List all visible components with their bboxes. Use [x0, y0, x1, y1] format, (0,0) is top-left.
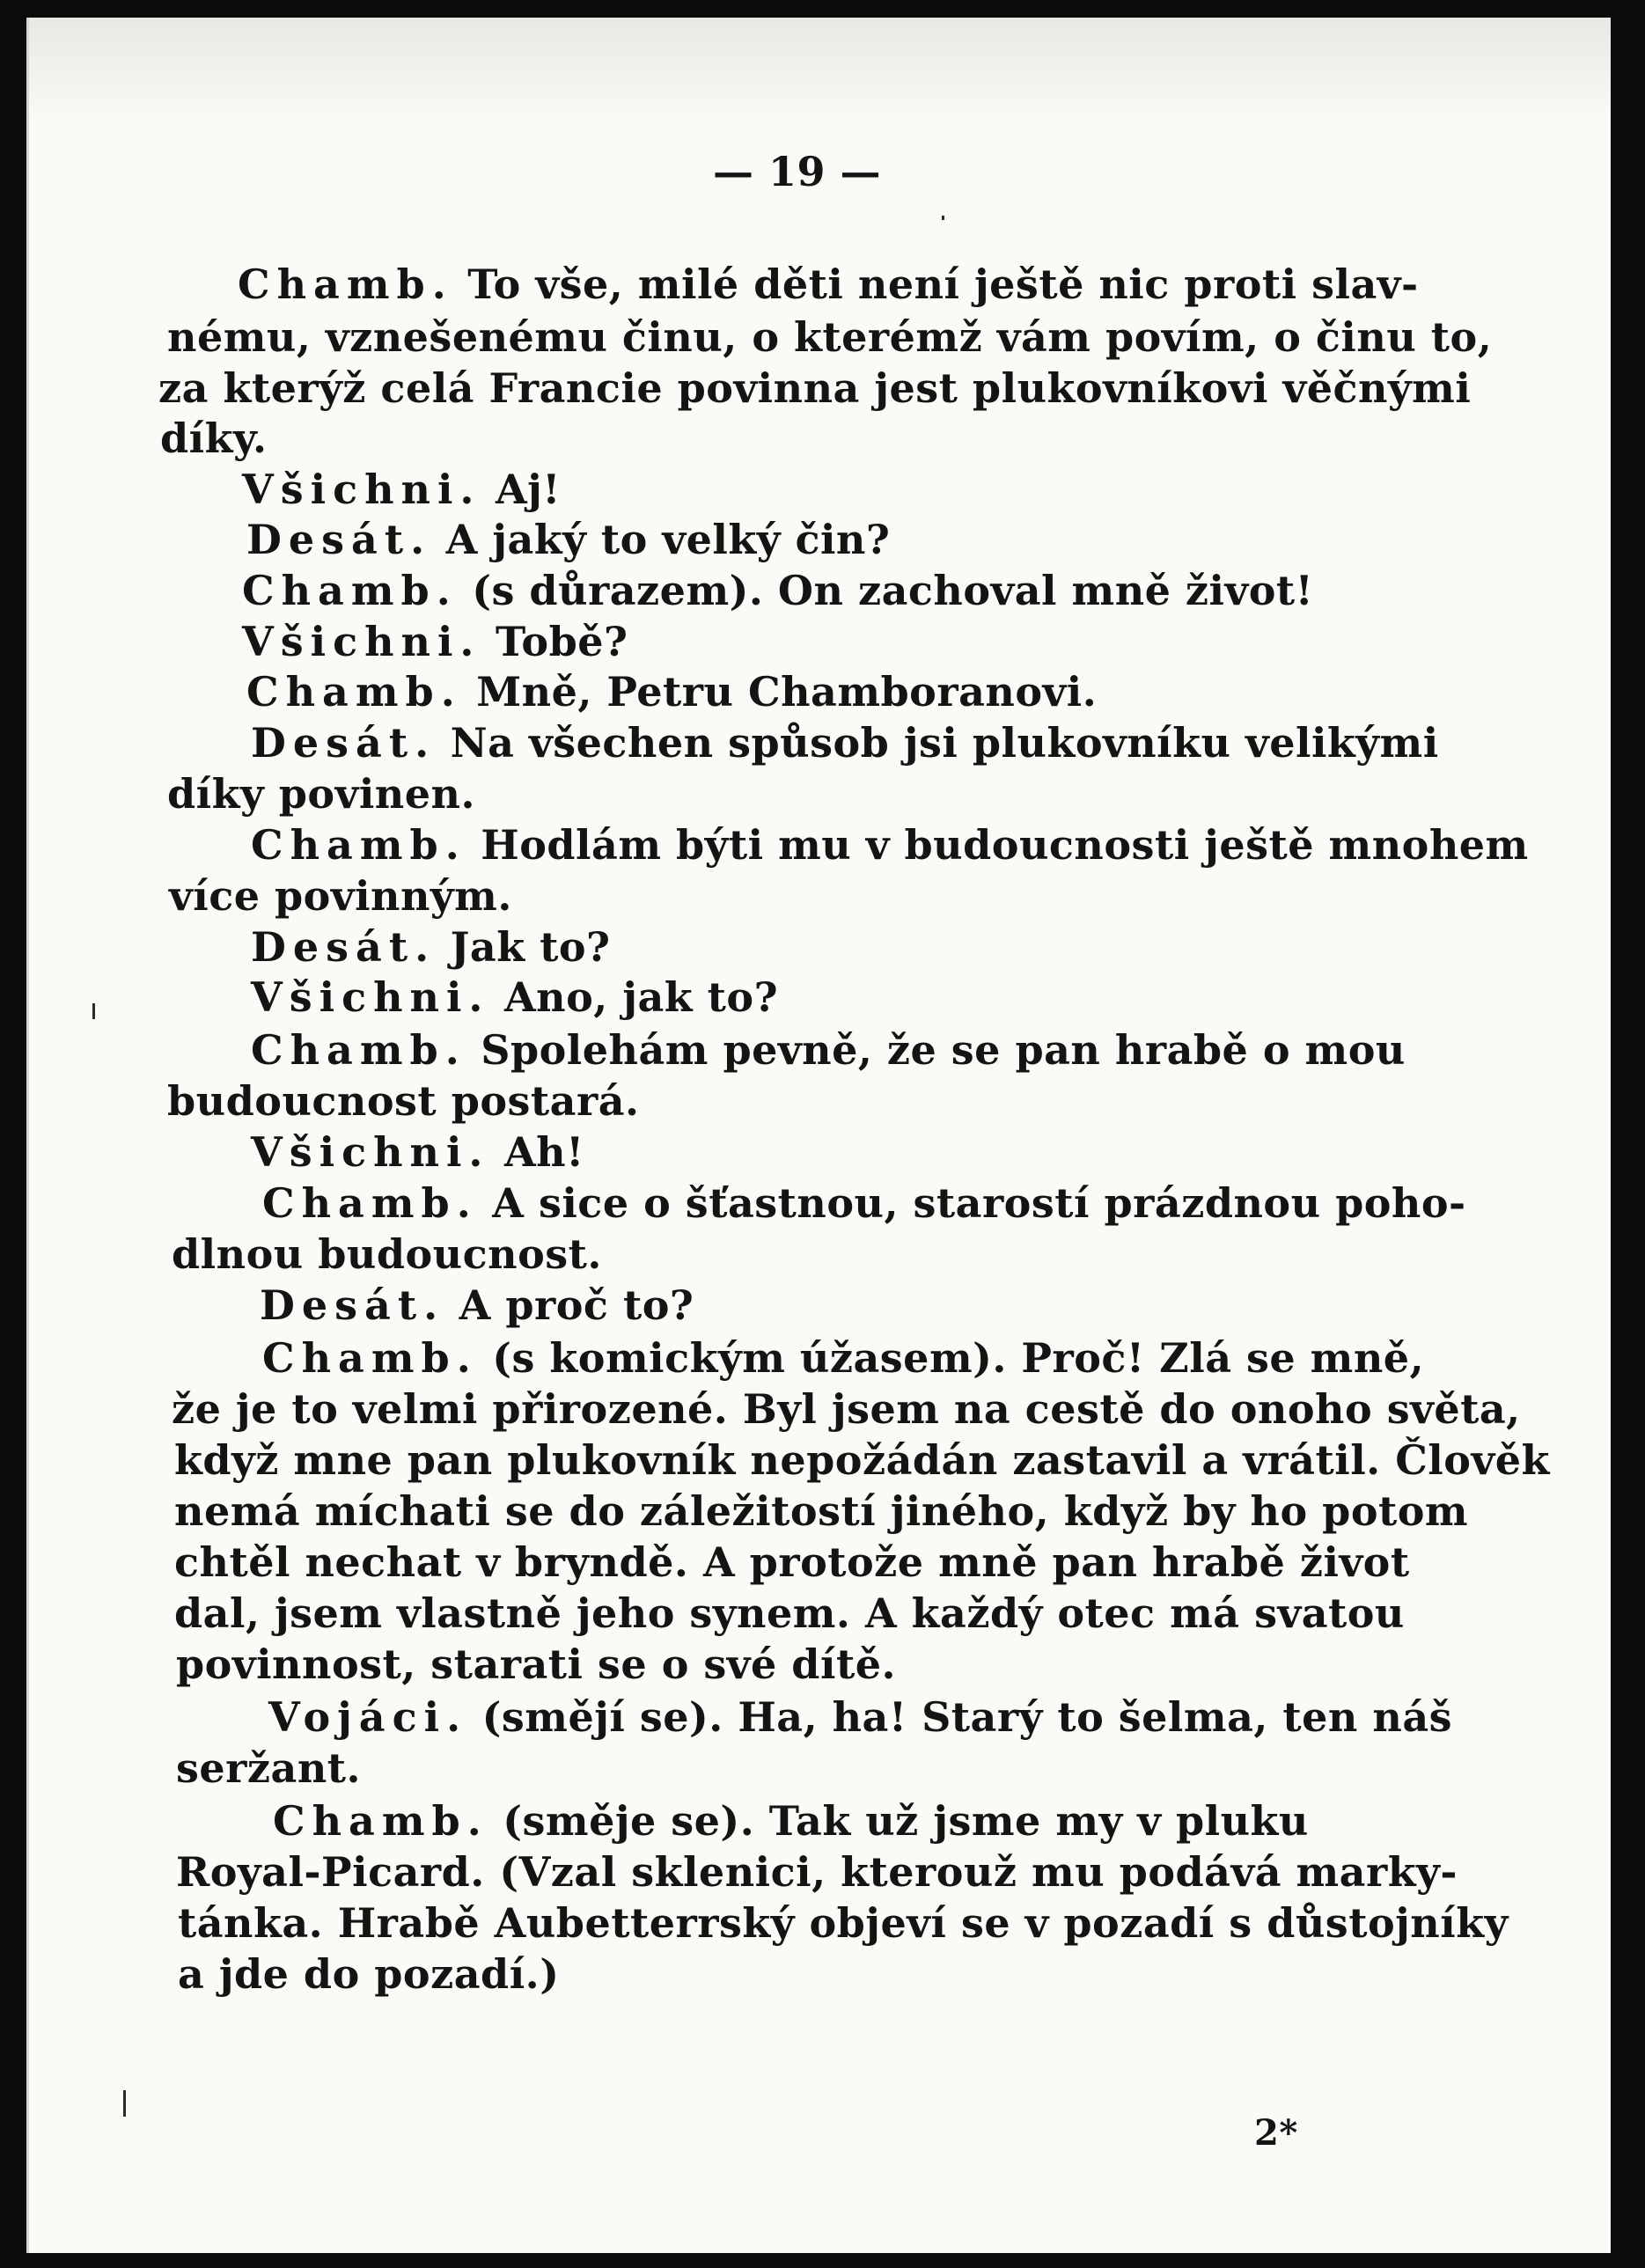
text-line	[160, 415, 268, 462]
text-line	[262, 1334, 1425, 1382]
text-line	[246, 668, 1098, 716]
book-page	[26, 18, 1611, 2253]
text-line	[251, 1026, 1406, 1074]
line-text: A jaký to velký čin?	[431, 516, 891, 563]
line-text: dlnou budoucnost.	[172, 1230, 602, 1278]
text-line	[176, 1640, 896, 1688]
line-text: že je to velmi přirozené. Byl jsem na cestě do onoho světa,	[172, 1385, 1521, 1433]
line-text: Aj!	[481, 466, 561, 513]
line-text: To vše, milé děti není ještě nic proti slav-	[452, 261, 1419, 308]
line-text: Tobě?	[481, 618, 628, 665]
line-text: dal, jsem vlastně jeho synem. A každý otec má svatou	[174, 1589, 1405, 1637]
text-line	[172, 1385, 1521, 1433]
text-line	[158, 364, 1472, 412]
text-line	[178, 1899, 1509, 1947]
speaker-name: Všichni.	[242, 618, 481, 665]
speaker-name: Chamb.	[251, 821, 466, 869]
speaker-name: Desát.	[260, 1281, 445, 1329]
speaker-name: Chamb.	[251, 1026, 466, 1074]
line-text: Na všechen spůsob jsi plukovníku velikými	[436, 719, 1439, 767]
speaker-name: Desát.	[251, 923, 437, 971]
text-line	[174, 1436, 1550, 1484]
text-line	[251, 923, 611, 971]
text-line	[242, 567, 1314, 614]
line-text: budoucnost postará.	[167, 1077, 640, 1125]
line-text: za kterýž celá Francie povinna jest plukovníkovi věčnými	[158, 364, 1472, 412]
text-line	[169, 872, 512, 920]
line-text: Hodlám býti mu v budoucnosti ještě mnohem	[466, 821, 1529, 869]
line-text: Ah!	[489, 1128, 584, 1176]
text-line	[262, 1179, 1466, 1227]
text-line	[178, 1950, 560, 1998]
text-line	[176, 1848, 1458, 1896]
speaker-name: Desát.	[251, 719, 437, 767]
text-line	[174, 1538, 1410, 1586]
text-line	[176, 1744, 362, 1792]
line-text: Royal-Picard. (Vzal sklenici, kterouž mu podává marky-	[176, 1848, 1458, 1896]
dialogue-text	[26, 18, 1611, 2253]
text-line	[167, 770, 475, 818]
text-line	[246, 516, 891, 563]
page-number: — 19 —	[713, 148, 882, 195]
line-text: (s komickým úžasem). Proč! Zlá se mně,	[477, 1334, 1425, 1382]
line-text: tánka. Hrabě Aubetterrský objeví se v pozadí s důstojníky	[178, 1899, 1509, 1947]
speaker-name: Všichni.	[242, 466, 481, 513]
text-line	[251, 821, 1529, 869]
line-text: povinnost, starati se o své dítě.	[176, 1640, 896, 1688]
text-line	[251, 1128, 584, 1176]
speaker-name: Všichni.	[251, 1128, 490, 1176]
line-text: více povinným.	[169, 872, 512, 920]
margin-speck	[942, 216, 944, 220]
line-text: nemá míchati se do záležitostí jiného, když by ho potom	[174, 1487, 1469, 1535]
text-line	[273, 1797, 1309, 1845]
line-text: chtěl nechat v bryndě. A protože mně pan hrabě život	[174, 1538, 1410, 1586]
speaker-name: Vojáci.	[268, 1693, 468, 1741]
line-text: seržant.	[176, 1744, 362, 1792]
speaker-name: Chamb.	[273, 1797, 488, 1845]
text-line	[251, 719, 1439, 767]
line-text: a jde do pozadí.)	[178, 1950, 560, 1998]
speaker-name: Všichni.	[251, 973, 490, 1021]
text-line	[174, 1589, 1405, 1637]
text-line	[172, 1230, 602, 1278]
text-line	[242, 466, 561, 513]
line-text: A proč to?	[444, 1281, 694, 1329]
line-text: (smějí se). Ha, ha! Starý to šelma, ten náš	[467, 1693, 1453, 1741]
speaker-name: Desát.	[246, 516, 432, 563]
text-line	[167, 1077, 640, 1125]
line-text: A sice o šťastnou, starostí prázdnou poho-	[477, 1179, 1466, 1227]
speaker-name: Chamb.	[262, 1179, 478, 1227]
line-text: když mne pan plukovník nepožádán zastavil a vrátil. Člověk	[174, 1436, 1550, 1484]
speaker-name: Chamb.	[262, 1334, 478, 1382]
margin-speck	[92, 1003, 95, 1019]
speaker-name: Chamb.	[238, 261, 453, 308]
line-text: (s důrazem). On zachoval mně život!	[457, 567, 1314, 614]
text-line	[260, 1281, 694, 1329]
line-text: díky povinen.	[167, 770, 475, 818]
signature-mark: 2*	[1254, 2112, 1298, 2154]
text-line	[167, 313, 1493, 361]
text-line	[268, 1693, 1453, 1741]
line-text: Ano, jak to?	[489, 973, 779, 1021]
line-text: Mně, Petru Chamboranovi.	[461, 668, 1098, 716]
text-line	[242, 618, 628, 665]
speaker-name: Chamb.	[246, 668, 462, 716]
binding-shadow	[26, 18, 29, 2253]
line-text: díky.	[160, 415, 268, 462]
text-line	[251, 973, 779, 1021]
line-text: nému, vznešenému činu, o kterémž vám povím, o činu to,	[167, 313, 1493, 361]
text-line	[174, 1487, 1469, 1535]
line-text: (směje se). Tak už jsme my v pluku	[488, 1797, 1309, 1845]
text-line	[238, 261, 1419, 308]
margin-speck	[123, 2090, 126, 2117]
speaker-name: Chamb.	[242, 567, 458, 614]
line-text: Jak to?	[436, 923, 611, 971]
line-text: Spolehám pevně, že se pan hrabě o mou	[466, 1026, 1406, 1074]
